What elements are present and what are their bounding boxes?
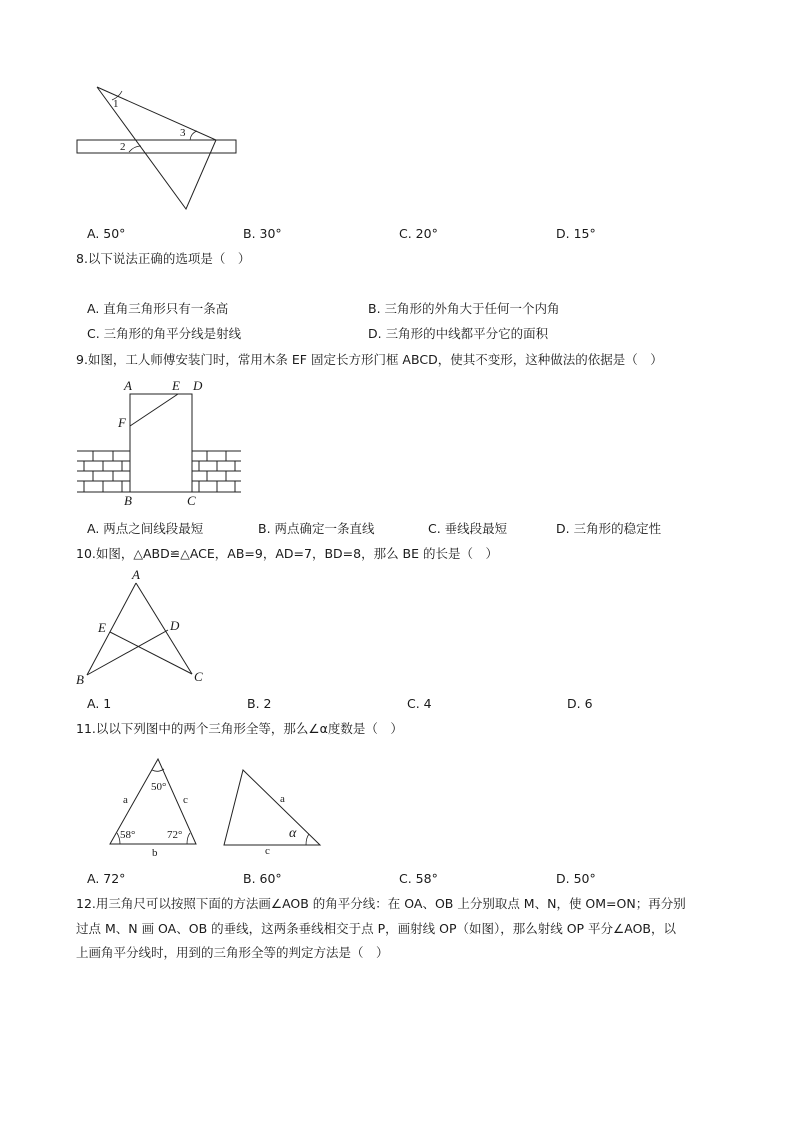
q9-label-b: B (124, 493, 132, 508)
q8-option-b[interactable]: B. 三角形的外角大于任何一个内角 (368, 301, 560, 316)
q9-label-f: F (118, 415, 126, 430)
q11-stem: 11.以以下列图中的两个三角形全等，那么∠α度数是（ ） (76, 721, 403, 736)
q12-stem-line-2: 过点 M、N 画 OA、OB 的垂线，这两条垂线相交于点 P，画射线 OP（如图），那么射线 OP 平分∠AOB，以 (76, 921, 677, 936)
angle-3-label: 3 (180, 127, 186, 139)
alpha-arc (306, 834, 309, 845)
q10-label-a: A (132, 567, 140, 582)
q9-stem: 9.如图，工人师傅安装门时，常用木条 EF 固定长方形门框 ABCD，使其不变形，这种做法的依据是（ ） (76, 352, 663, 367)
q10-label-c: C (194, 669, 203, 684)
q10-option-b[interactable]: B. 2 (247, 696, 272, 711)
q10-option-d[interactable]: D. 6 (567, 696, 593, 711)
q9-option-c[interactable]: C. 垂线段最短 (428, 521, 508, 536)
left-bottom-right-arc (187, 833, 190, 844)
q9-label-d: D (193, 378, 203, 393)
q11-option-b[interactable]: B. 60° (243, 871, 282, 886)
q11-alpha-label: α (289, 826, 297, 841)
q10-stem: 10.如图，△ABD≌△ACE，AB=9，AD=7，BD=8，那么 BE 的长是（ ） (76, 546, 498, 561)
q7-option-a[interactable]: A. 50° (87, 226, 126, 241)
q11-left-side-c: c (183, 794, 188, 806)
q11-left-side-b: b (152, 847, 158, 859)
q7-option-b[interactable]: B. 30° (243, 226, 282, 241)
q11-angle-72: 72° (167, 829, 183, 841)
q7-option-c[interactable]: C. 20° (399, 226, 438, 241)
q10-label-e: E (98, 620, 106, 635)
q8-option-d[interactable]: D. 三角形的中线都平分它的面积 (368, 326, 549, 341)
q11-angle-50: 50° (151, 781, 167, 793)
q9-option-d[interactable]: D. 三角形的稳定性 (556, 521, 662, 536)
q9-option-a[interactable]: A. 两点之间线段最短 (87, 521, 204, 536)
q8-option-a[interactable]: A. 直角三角形只有一条高 (87, 301, 229, 316)
q11-angle-58: 58° (120, 829, 136, 841)
q12-stem-line-3: 上画角平分线时，用到的三角形全等的判定方法是（ ） (76, 945, 389, 960)
q9-option-b[interactable]: B. 两点确定一条直线 (258, 521, 375, 536)
q10-label-d: D (170, 618, 180, 633)
q10-label-b: B (76, 672, 84, 687)
q11-right-side-c: c (265, 845, 270, 857)
q11-left-side-a: a (123, 794, 128, 806)
q12-stem-line-1: 12.用三角尺可以按照下面的方法画∠AOB 的角平分线：在 OA、OB 上分别取点 M、N，使 OM=ON；再分别 (76, 896, 686, 911)
angle-1-label: 1 (113, 98, 119, 110)
angle-2-label: 2 (120, 141, 126, 153)
q9-label-c: C (187, 493, 196, 508)
q8-option-c[interactable]: C. 三角形的角平分线是射线 (87, 326, 242, 341)
q8-stem: 8.以下说法正确的选项是（ ） (76, 251, 251, 266)
right-triangle (224, 770, 320, 845)
q11-option-c[interactable]: C. 58° (399, 871, 438, 886)
q7-option-d[interactable]: D. 15° (556, 226, 596, 241)
q11-right-side-a: a (280, 793, 285, 805)
q10-option-c[interactable]: C. 4 (407, 696, 432, 711)
q9-label-e: E (172, 378, 180, 393)
q11-option-d[interactable]: D. 50° (556, 871, 596, 886)
q9-label-a: A (124, 378, 132, 393)
q11-option-a[interactable]: A. 72° (87, 871, 126, 886)
q10-option-a[interactable]: A. 1 (87, 696, 112, 711)
